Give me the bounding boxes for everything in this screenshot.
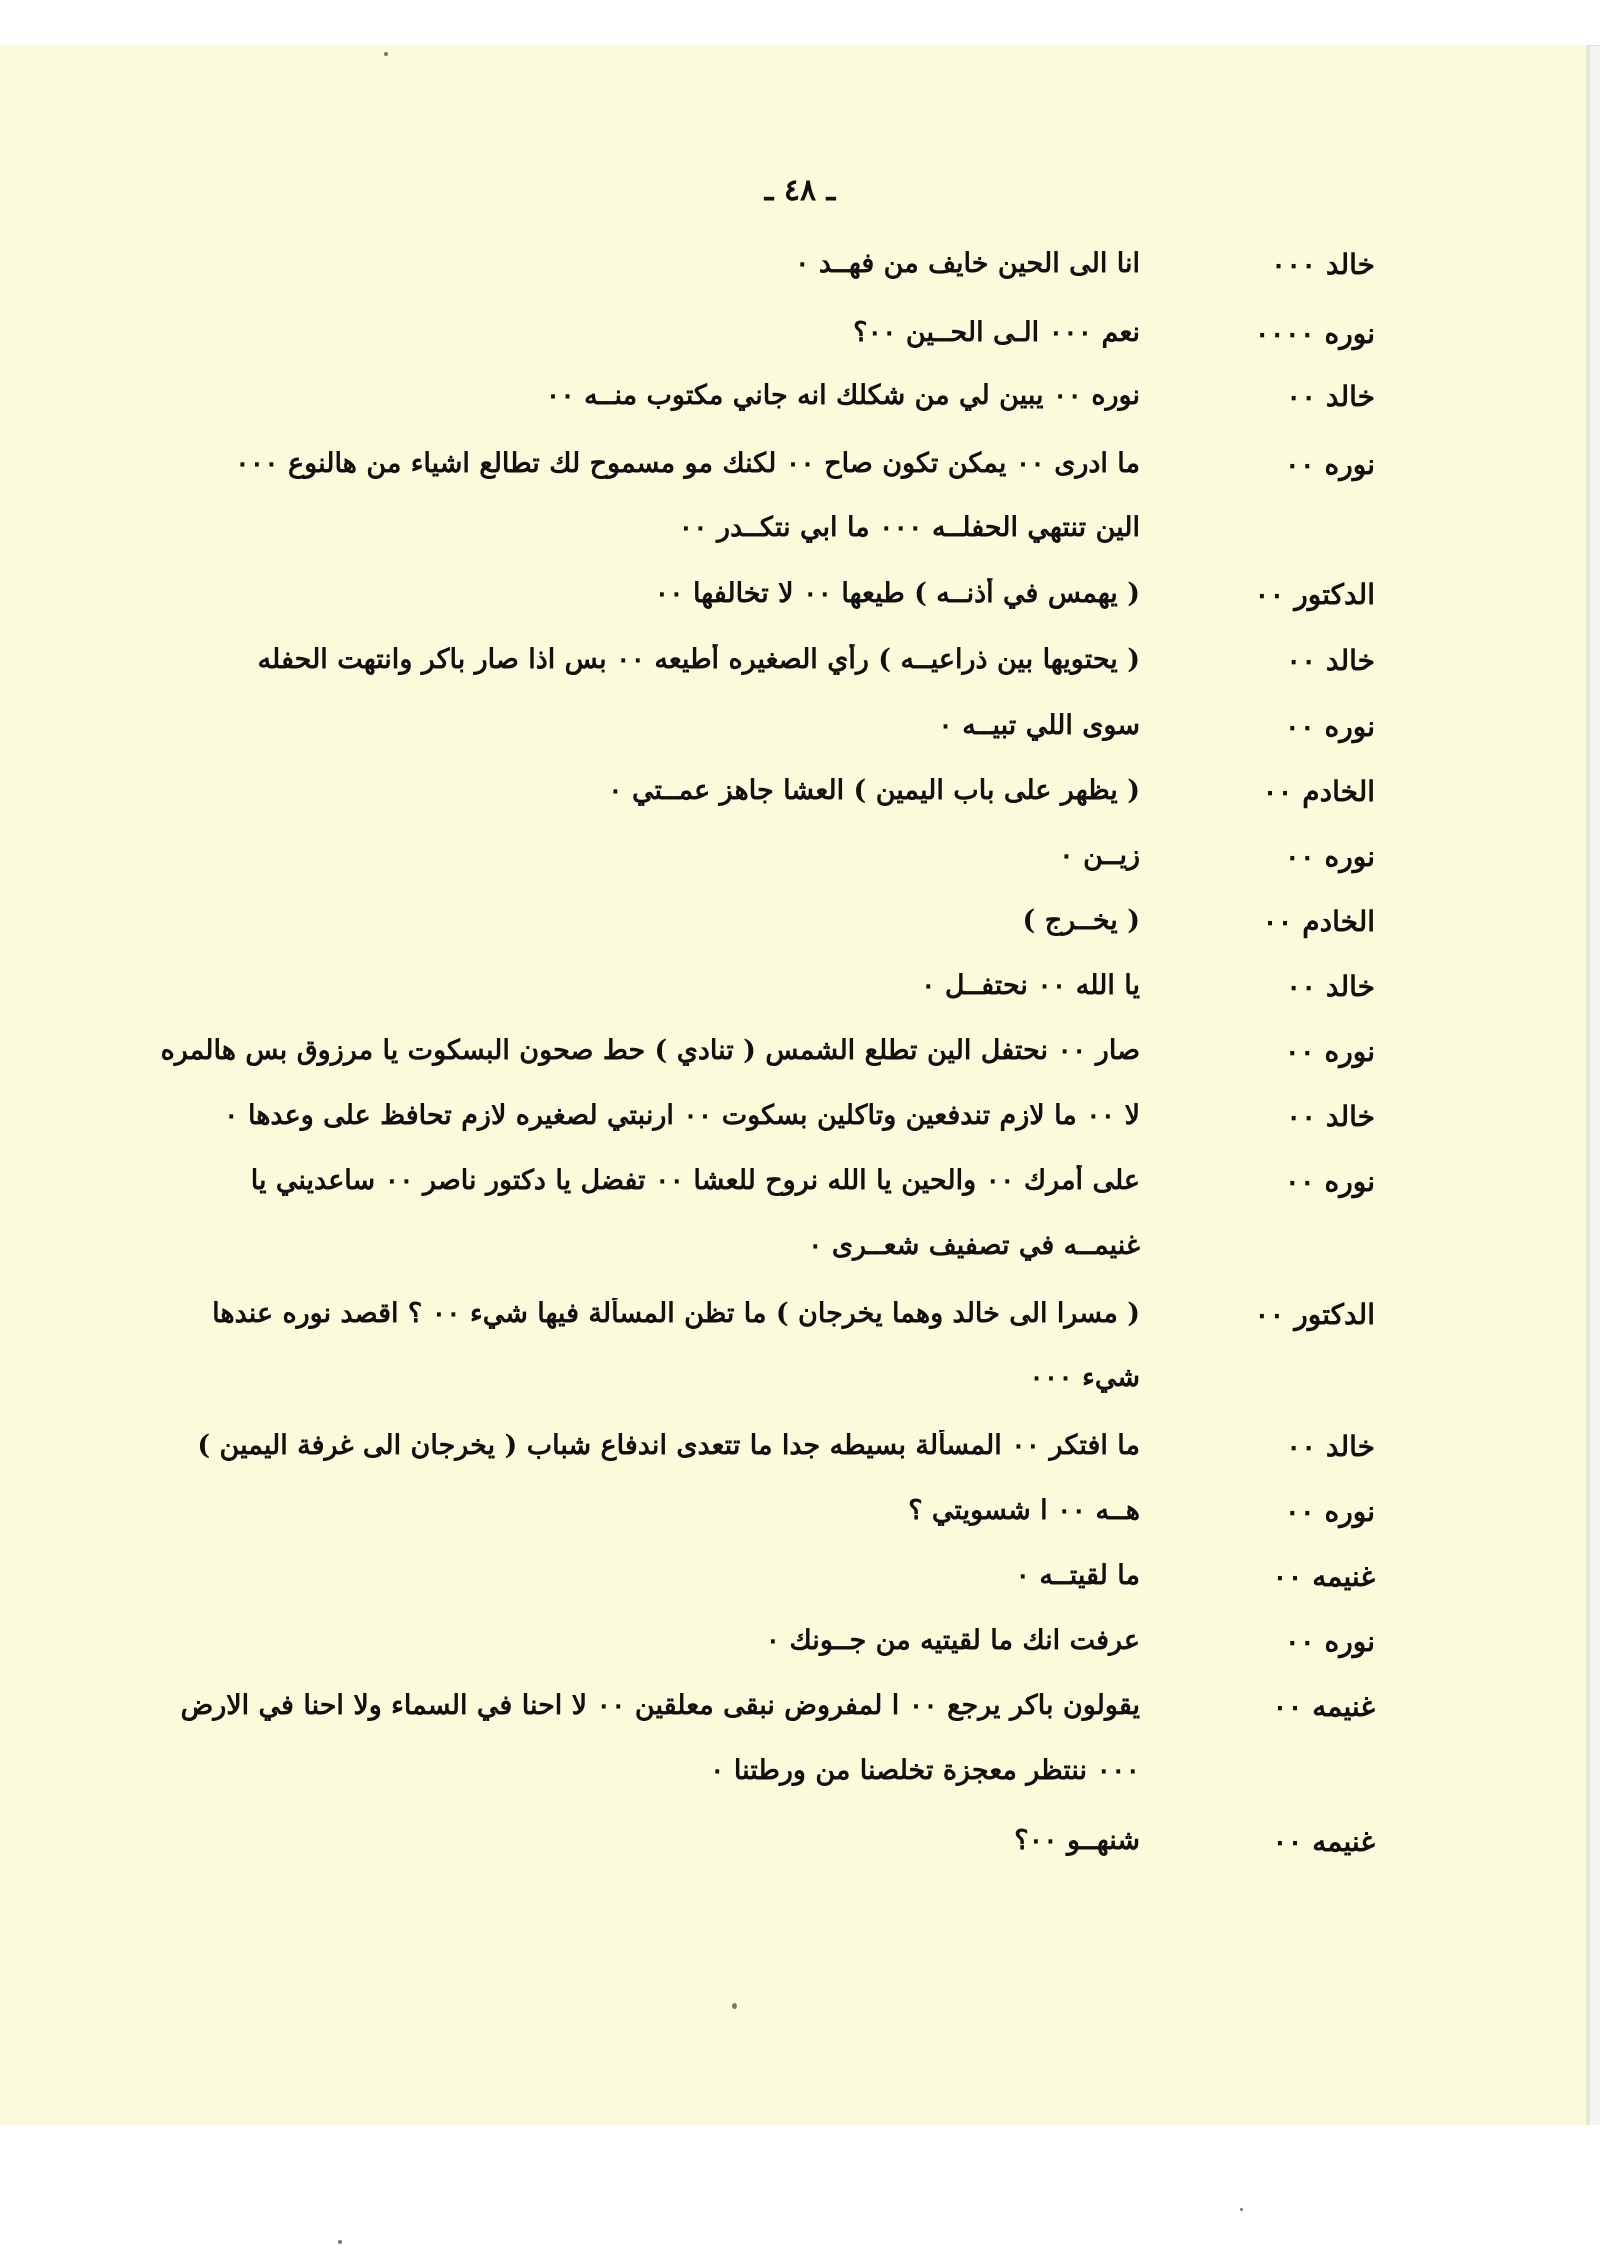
speaker-name: الخادم ٠٠ <box>1262 905 1375 938</box>
dialogue-line <box>0 1825 1600 1885</box>
dialogue-text: يا الله ٠٠ نحتفــل ٠ <box>920 970 1140 1001</box>
dialogue-line <box>0 1165 1600 1225</box>
dialogue-line <box>0 1755 1600 1815</box>
dialogue-line <box>0 512 1600 572</box>
scan-speck <box>1240 2208 1243 2211</box>
dialogue-text: ( يحتويها بين ذراعيــه ) رأي الصغيره أطيعه ٠٠ بس اذا صار باكر وانتهت الحفله <box>257 644 1140 675</box>
speaker-name: نوره ٠٠ <box>1284 1035 1375 1068</box>
dialogue-text: على أمرك ٠٠ والحين يا الله نروح للعشا ٠٠ تفضل يا دكتور ناصر ٠٠ ساعديني يا <box>250 1165 1140 1196</box>
dialogue-line <box>0 1230 1600 1290</box>
dialogue-text: صار ٠٠ نحتفل الين تطلع الشمس ( تنادي ) حط صحون البسكوت يا مرزوق بس هالمره <box>160 1035 1140 1066</box>
dialogue-line <box>0 1100 1600 1160</box>
speaker-name: خالد ٠٠٠ <box>1271 248 1375 281</box>
speaker-name: خالد ٠٠ <box>1286 1100 1375 1133</box>
dialogue-text: غنيمــه في تصفيف شعــرى ٠ <box>807 1230 1140 1261</box>
speaker-name: خالد ٠٠ <box>1286 970 1375 1003</box>
speaker-name: خالد ٠٠ <box>1286 380 1375 413</box>
dialogue-text: ما ادرى ٠٠ يمكن تكون صاح ٠٠ لكنك مو مسموح لك تطالع اشياء من هالنوع ٠٠٠ <box>235 448 1140 479</box>
dialogue-text: نعم ٠٠٠ الـى الحــين ٠٠؟ <box>853 317 1140 348</box>
dialogue-text: سوى اللي تبيــه ٠ <box>938 710 1140 741</box>
dialogue-line <box>0 1625 1600 1685</box>
dialogue-text: شنهــو ٠٠؟ <box>1014 1825 1140 1856</box>
speaker-name: نوره ٠٠ <box>1284 1625 1375 1658</box>
dialogue-text: زيــن ٠ <box>1059 840 1140 871</box>
speaker-name: غنيمه ٠٠ <box>1272 1690 1375 1723</box>
dialogue-line <box>0 380 1600 440</box>
dialogue-text: ٠٠٠ ننتظر معجزة تخلصنا من ورطتنا ٠ <box>709 1755 1140 1786</box>
dialogue-line <box>0 1362 1600 1422</box>
dialogue-line <box>0 840 1600 900</box>
speaker-name: الخادم ٠٠ <box>1262 775 1375 808</box>
speaker-name: نوره ٠٠ <box>1284 1165 1375 1198</box>
speaker-name: خالد ٠٠ <box>1286 1430 1375 1463</box>
dialogue-text: الين تنتهي الحفلــه ٠٠٠ ما ابي نتكــدر ٠٠ <box>678 512 1140 543</box>
speaker-name: نوره ٠٠٠٠ <box>1254 317 1375 350</box>
dialogue-line <box>0 775 1600 835</box>
dialogue-line <box>0 578 1600 638</box>
speaker-name: الدكتور ٠٠ <box>1254 1298 1375 1331</box>
speaker-name: الدكتور ٠٠ <box>1254 578 1375 611</box>
dialogue-text: يقولون باكر يرجع ٠٠ ا لمفروض نبقى معلقين ٠٠ لا احنا في السماء ولا احنا في الارض <box>180 1690 1140 1721</box>
dialogue-line <box>0 1298 1600 1358</box>
dialogue-text: نوره ٠٠ يبين لي من شكلك انه جاني مكتوب منــه ٠٠ <box>545 380 1140 411</box>
dialogue-line <box>0 1690 1600 1750</box>
dialogue-text: هــه ٠٠ ا شسويتي ؟ <box>908 1495 1140 1526</box>
page-number: ـ ٤٨ ـ <box>764 173 836 208</box>
scan-speck <box>384 52 388 56</box>
dialogue-line <box>0 1495 1600 1555</box>
dialogue-line <box>0 317 1600 377</box>
speaker-name: غنيمه ٠٠ <box>1272 1560 1375 1593</box>
dialogue-text: ( مسرا الى خالد وهما يخرجان ) ما تظن المسألة فيها شيء ٠٠ ؟ اقصد نوره عندها <box>212 1298 1140 1329</box>
dialogue-text: ( يخــرج ) <box>1022 905 1140 936</box>
scan-top-margin <box>0 0 1600 46</box>
dialogue-text: ( يظهر على باب اليمين ) العشا جاهز عمــتي ٠ <box>608 775 1140 806</box>
scan-bottom-margin <box>0 2125 1600 2262</box>
dialogue-line <box>0 710 1600 770</box>
dialogue-line <box>0 970 1600 1030</box>
speaker-name: نوره ٠٠ <box>1284 840 1375 873</box>
dialogue-line <box>0 248 1600 308</box>
dialogue-line <box>0 905 1600 965</box>
dialogue-text: ما افتكر ٠٠ المسألة بسيطه جدا ما تتعدى اندفاع شباب ( يخرجان الى غرفة اليمين ) <box>197 1430 1140 1461</box>
dialogue-text: انا الى الحين خايف من فهــد ٠ <box>795 248 1140 279</box>
dialogue-line <box>0 1560 1600 1620</box>
dialogue-line <box>0 1035 1600 1095</box>
dialogue-text: عرفت انك ما لقيتيه من جــونك ٠ <box>765 1625 1140 1656</box>
speaker-name: خالد ٠٠ <box>1286 644 1375 677</box>
speaker-name: نوره ٠٠ <box>1284 710 1375 743</box>
dialogue-line <box>0 1430 1600 1490</box>
scan-speck <box>338 2240 342 2244</box>
speaker-name: نوره ٠٠ <box>1284 1495 1375 1528</box>
dialogue-line <box>0 644 1600 704</box>
speaker-name: نوره ٠٠ <box>1284 448 1375 481</box>
dialogue-text: ما لقيتــه ٠ <box>1015 1560 1140 1591</box>
speaker-name: غنيمه ٠٠ <box>1272 1825 1375 1858</box>
dialogue-text: شيء ٠٠٠ <box>1029 1362 1140 1393</box>
dialogue-text: ( يهمس في أذنــه ) طيعها ٠٠ لا تخالفها ٠٠ <box>654 578 1140 609</box>
dialogue-text: لا ٠٠ ما لازم تندفعين وتاكلين بسكوت ٠٠ ارنبتي لصغيره لازم تحافظ على وعدها ٠ <box>224 1100 1140 1131</box>
dialogue-line <box>0 448 1600 508</box>
scan-speck <box>732 2003 737 2009</box>
